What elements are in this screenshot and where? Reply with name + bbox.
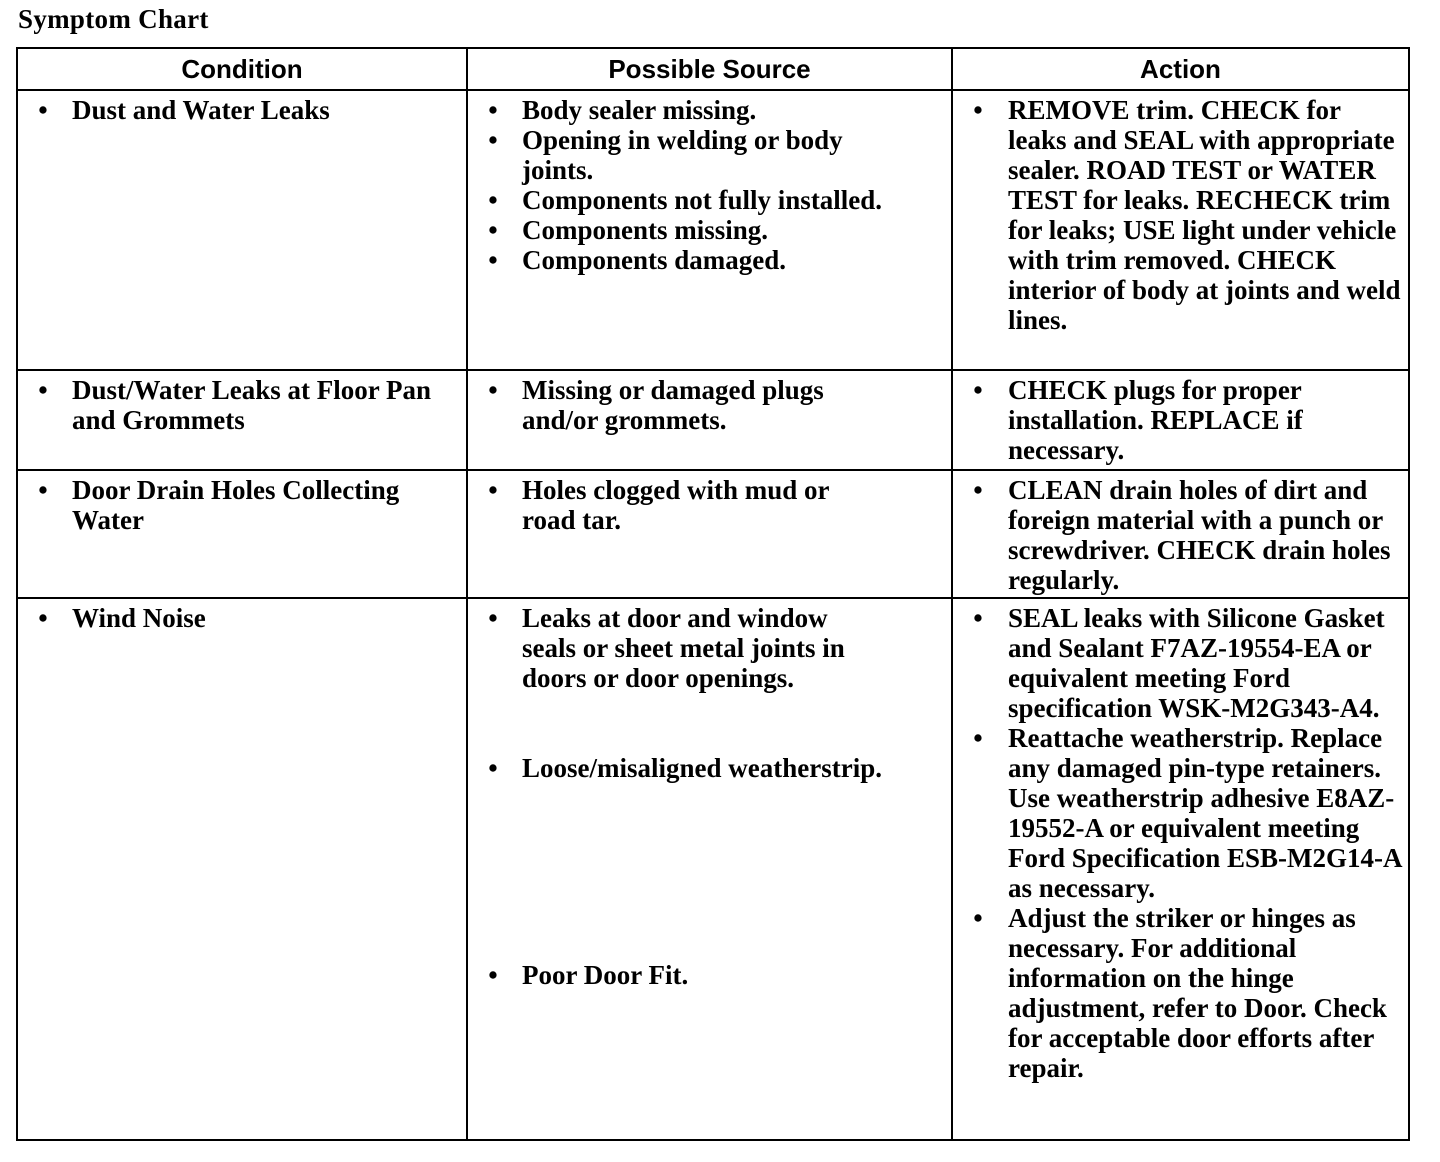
condition-cell — [17, 370, 467, 470]
table-row — [17, 598, 1409, 1140]
source-cell — [467, 598, 952, 1140]
condition-cell — [17, 598, 467, 1140]
list-item: • Dust/Water Leaks at Floor Pan and Grommets — [38, 375, 432, 435]
table-row — [17, 470, 1409, 598]
condition-cell — [17, 470, 467, 598]
list-item: • Wind Noise — [38, 603, 206, 633]
list-item: • Components missing. — [488, 215, 769, 245]
list-item: • Leaks at door and window seals or sheet metal joints in doors or door openings. — [488, 603, 845, 693]
list-item: • Poor Door Fit. — [488, 960, 689, 990]
source-cell — [467, 90, 952, 370]
action-cell — [952, 470, 1409, 598]
condition-cell — [17, 90, 467, 370]
list-item: • Components not fully installed. — [488, 185, 883, 215]
table-row — [17, 370, 1409, 470]
list-item: • Adjust the striker or hinges as necessary. For additional information on the hinge adjustment, refer to Door. Check for acceptable door efforts after repair. — [973, 903, 1387, 1083]
action-cell — [952, 598, 1409, 1140]
list-item: • Holes clogged with mud or road tar. — [488, 475, 830, 535]
list-item: • CLEAN drain holes of dirt and foreign material with a punch or screwdriver. CHECK drain holes regularly. — [973, 475, 1391, 595]
table-header-row — [17, 48, 1409, 90]
list-item: • Opening in welding or body joints. — [488, 125, 843, 185]
action-cell — [952, 370, 1409, 470]
source-cell — [467, 370, 952, 470]
action-cell — [952, 90, 1409, 370]
list-item: • CHECK plugs for proper installation. REPLACE if necessary. — [973, 375, 1303, 465]
source-cell — [467, 470, 952, 598]
table-row — [17, 90, 1409, 370]
list-item: • REMOVE trim. CHECK for leaks and SEAL with appropriate sealer. ROAD TEST or WATER TEST for leaks. RECHECK trim for leaks; USE light under vehicle with trim removed. CHECK interior of body at joints and weld lines. — [973, 95, 1401, 335]
header-possible-source: Possible Source — [467, 48, 952, 90]
header-condition: Condition — [17, 48, 467, 90]
list-item: • Dust and Water Leaks — [38, 95, 330, 125]
list-item: • Loose/misaligned weatherstrip. — [488, 753, 882, 783]
header-action: Action — [952, 48, 1409, 90]
list-item: • Door Drain Holes Collecting Water — [38, 475, 400, 535]
list-item: • Missing or damaged plugs and/or grommets. — [488, 375, 824, 435]
list-item: • Components damaged. — [488, 245, 787, 275]
list-item: • Reattache weatherstrip. Replace any damaged pin-type retainers. Use weatherstrip adhesive E8AZ-19552-A or equivalent meeting Ford Specification ESB-M2G14-A as necessary. — [973, 723, 1401, 903]
list-item: • Body sealer missing. — [488, 95, 757, 125]
symptom-chart-table — [16, 47, 1410, 1141]
page-title: Symptom Chart — [18, 4, 209, 34]
list-item: • SEAL leaks with Silicone Gasket and Sealant F7AZ-19554-EA or equivalent meeting Ford specification WSK-M2G343-A4. — [973, 603, 1385, 723]
